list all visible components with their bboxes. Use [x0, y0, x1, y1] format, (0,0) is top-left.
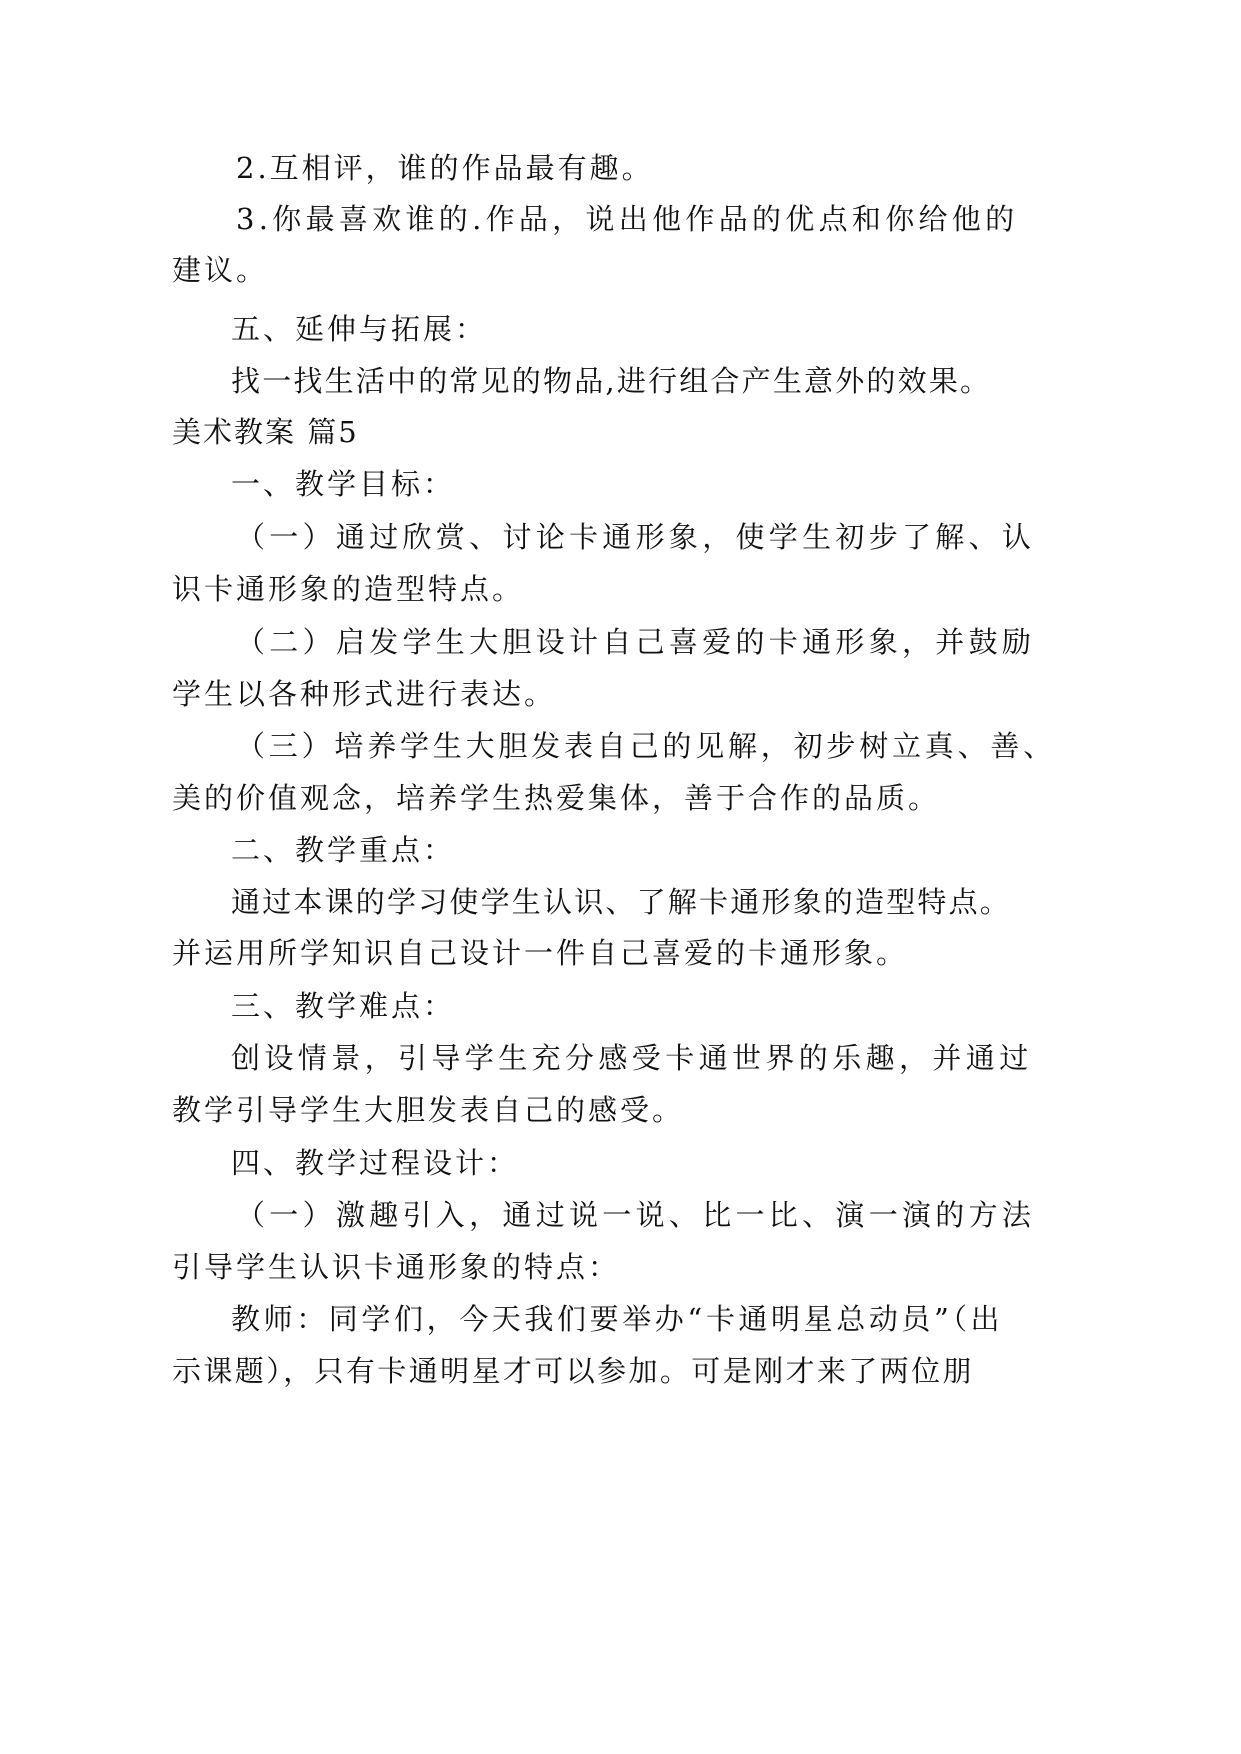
section-heading: 一、教学目标： [231, 467, 456, 501]
section-heading: 五、延伸与拓展： [231, 312, 488, 346]
paragraph-line: 3.你最喜欢谁的.作品，说出他作品的优点和你给他的 [236, 202, 1019, 236]
section-heading: 四、教学过程设计： [231, 1146, 520, 1180]
paragraph-line: 建议。 [172, 253, 269, 287]
paragraph-line: （三）培养学生大胆发表自己的见解，初步树立真、善、 [236, 729, 1057, 763]
paragraph-line: 并运用所学知识自己设计一件自己喜爱的卡通形象。 [172, 936, 909, 970]
paragraph-line: 示课题），只有卡通明星才可以参加。可是刚才来了两位朋 [172, 1354, 974, 1388]
paragraph-line: 创设情景，引导学生充分感受卡通世界的乐趣，并通过 [231, 1041, 1033, 1075]
paragraph-line: 识卡通形象的造型特点。 [172, 572, 525, 606]
paragraph-line: （一）通过欣赏、讨论卡通形象，使学生初步了解、认 [236, 520, 1036, 554]
paragraph-line: （一）激趣引入，通过说一说、比一比、演一演的方法 [236, 1198, 1036, 1232]
paragraph-line: 美的价值观念，培养学生热爱集体，善于合作的品质。 [172, 781, 941, 815]
paragraph-line: 引导学生认识卡通形象的特点： [172, 1250, 621, 1284]
paragraph-line: 2.互相评，谁的作品最有趣。 [236, 151, 654, 185]
paragraph-line: 学生以各种形式进行表达。 [172, 677, 557, 711]
section-heading: 三、教学难点： [231, 989, 456, 1023]
paragraph-line: （二）启发学生大胆设计自己喜爱的卡通形象，并鼓励 [236, 625, 1036, 659]
paragraph-line: 教学引导学生大胆发表自己的感受。 [172, 1093, 685, 1127]
lesson-title: 美术教案 篇5 [172, 415, 359, 449]
paragraph-line: 找一找生活中的常见的物品,进行组合产生意外的效果。 [231, 364, 992, 398]
section-heading: 二、教学重点： [231, 833, 456, 867]
paragraph-line: 教师：同学们，今天我们要举办“卡通明星总动员”（出 [231, 1302, 1004, 1336]
paragraph-line: 通过本课的学习使学生认识、了解卡通形象的造型特点。 [231, 885, 1012, 919]
